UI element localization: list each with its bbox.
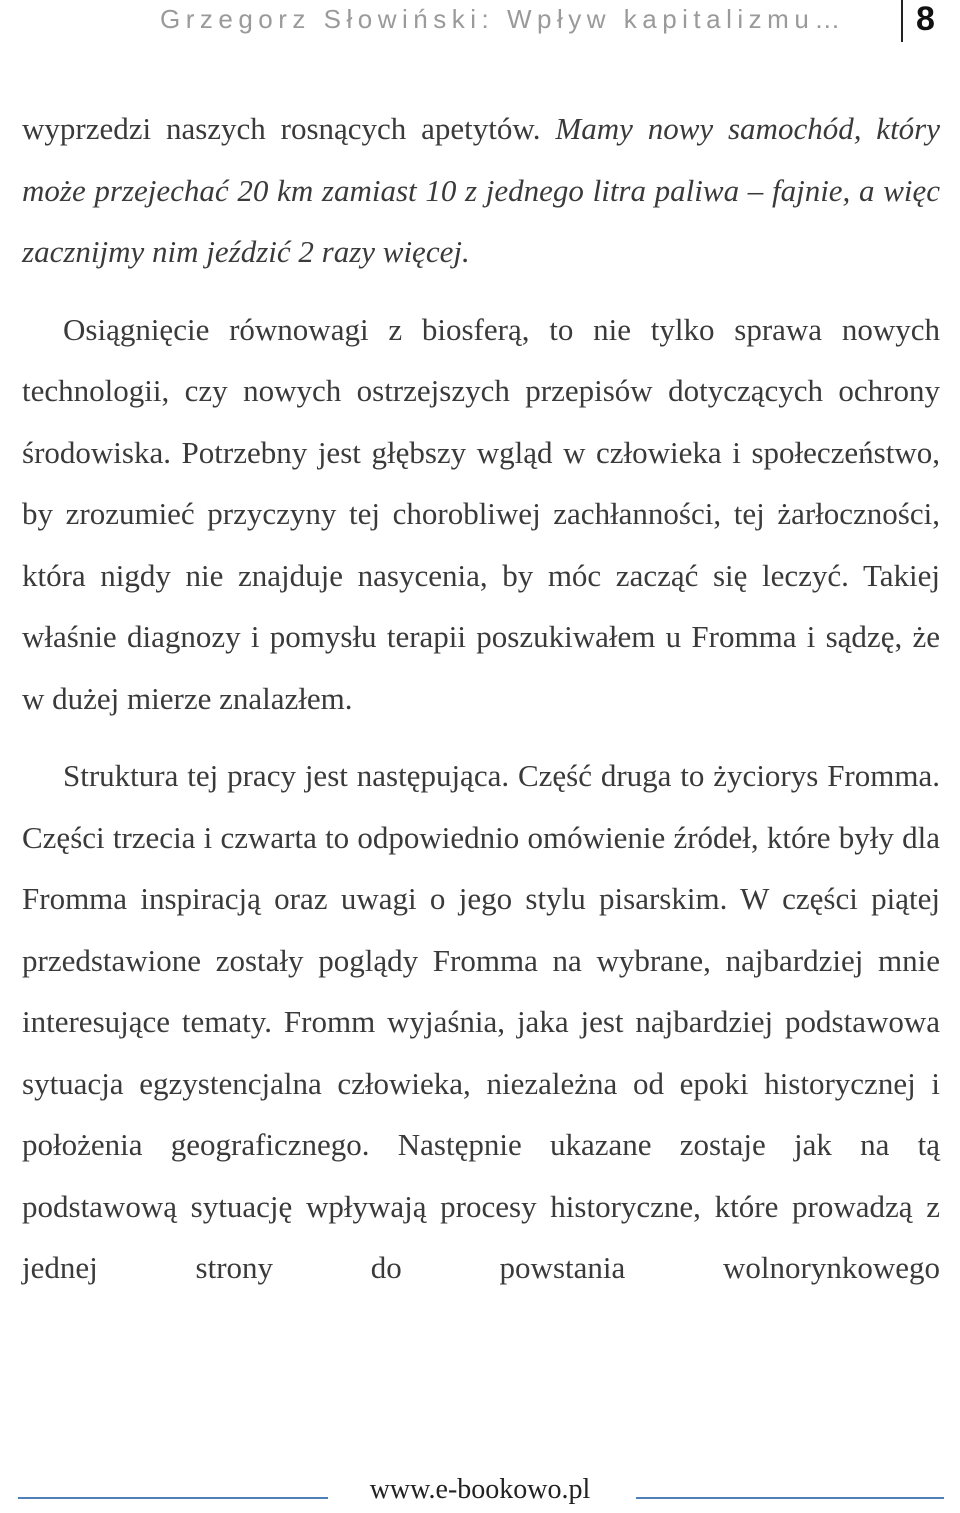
paragraph-2: Osiągnięcie równowagi z biosferą, to nie tylko sprawa nowych technologii, czy nowych ostrzejszych przepisów dotyczących ochrony środowiska. Potrzebny jest głębszy wgląd w człowieka i społeczeństwo, by zrozumieć przyczyny tej chorobliwej zachłanności, tej żarłoczności, która nigdy nie znajduje nasycenia, by móc zacząć się leczyć. Takiej właśnie diagnozy i pomysłu terapii poszukiwałem u Fromma i sądzę, że w dużej mierze znalazłem. bbox=[22, 311, 940, 716]
header-divider bbox=[901, 0, 903, 42]
page-header bbox=[0, 0, 960, 46]
footer-rule-right bbox=[636, 1497, 944, 1499]
running-title: Grzegorz Słowiński: Wpływ kapitalizmu… bbox=[160, 4, 846, 34]
page-body bbox=[22, 98, 940, 1299]
page-number: 8 bbox=[916, 0, 935, 38]
paragraph-3: Struktura tej pracy jest następująca. Część druga to życiorys Fromma. Części trzecia i czwarta to odpowiednio omówienie źródeł, które były dla Fromma inspiracją oraz uwagi o jego stylu pisarskim. W części piątej przedstawione zostały poglądy Fromma na wybrane, najbardziej mnie interesujące tematy. Fromm wyjaśnia, jaka jest najbardziej podstawowa sytuacja egzystencjalna człowieka, niezależna od epoki historycznej i położenia geograficznego. Następnie ukazane zostaje jak na tą podstawową sytuację wpływają procesy historyczne, które prowadzą z jednej strony do powstania wolnorynkowego bbox=[22, 758, 940, 1285]
paragraph-1-italic-quote: Mamy nowy samochód, który może przejechać 20 km zamiast 10 z jednego litra paliwa – fajnie, a więc zacznijmy nim jeździć 2 razy więcej. bbox=[22, 111, 941, 269]
page-footer bbox=[0, 1460, 960, 1513]
footer-website-url: www.e-bookowo.pl bbox=[369, 1474, 591, 1505]
paragraph-1 bbox=[22, 98, 940, 283]
paragraph-1-text: wyprzedzi naszych rosnących apetytów. bbox=[22, 111, 556, 146]
